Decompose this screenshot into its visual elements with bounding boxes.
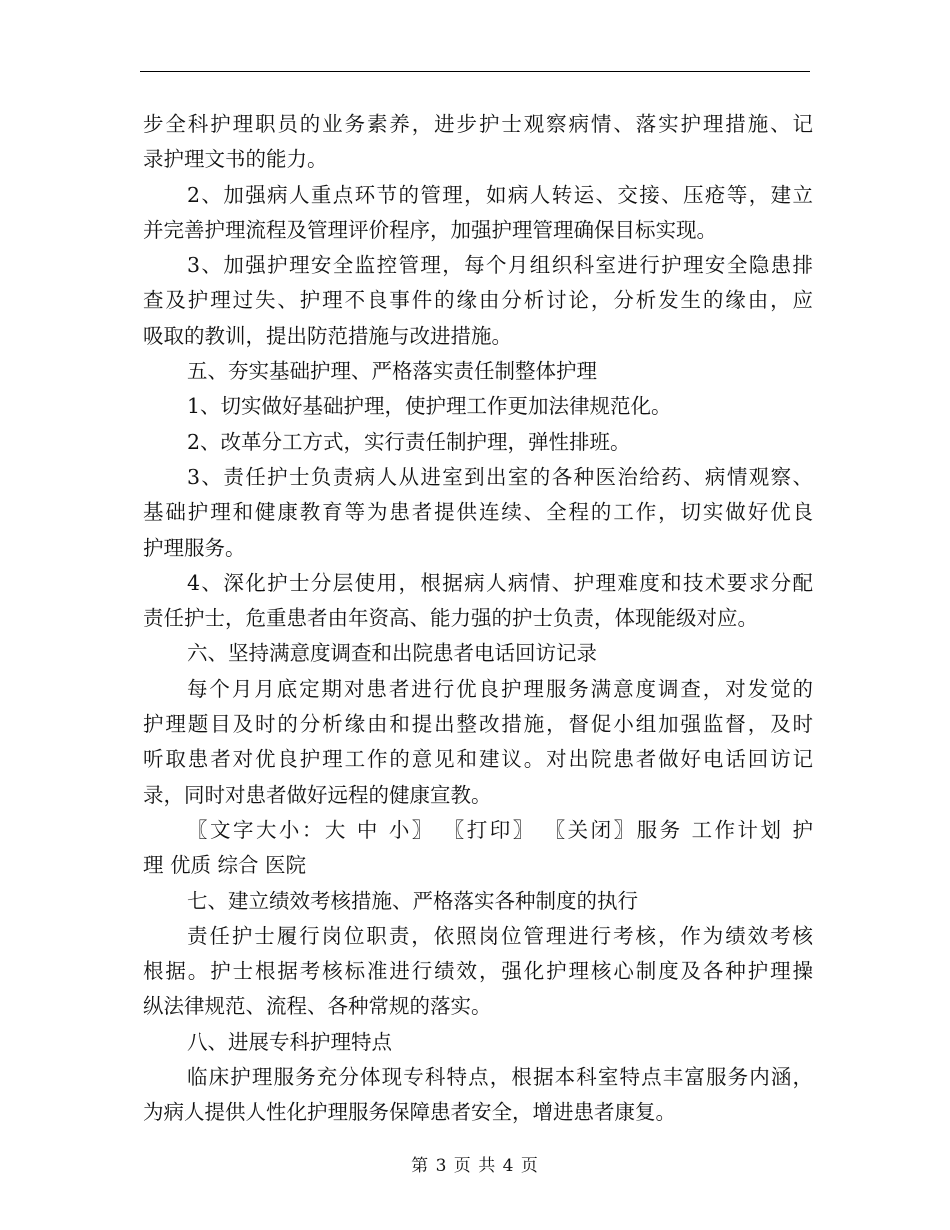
text-line: 并完善护理流程及管理评价程序，加强护理管理确保目标实现。 [143, 217, 717, 242]
text-line: 3、责任护士负责病人从进室到出室的各种医治给药、病情观察、 [187, 464, 813, 489]
text-line: 七、建立绩效考核措施、严格落实各种制度的执行 [187, 888, 638, 913]
text-line: 录护理文书的能力。 [143, 147, 328, 172]
text-line: 查及护理过失、护理不良事件的缘由分析讨论，分析发生的缘由，应 [143, 288, 813, 313]
text-line: 根据。护士根据考核标准进行绩效，强化护理核心制度及各种护理操 [143, 959, 813, 984]
text-line: 纵法律规范、流程、各种常规的落实。 [143, 994, 492, 1019]
text-line: 责任护士履行岗位职责，依照岗位管理进行考核，作为绩效考核 [187, 923, 813, 948]
text-line: 六、坚持满意度调查和出院患者电话回访记录 [187, 641, 597, 666]
text-line: 4、深化护士分层使用，根据病人病情、护理难度和技术要求分配 [187, 570, 813, 595]
text-line: 2、改革分工方式，实行责任制护理，弹性排班。 [187, 429, 631, 454]
text-line: 护理服务。 [143, 535, 246, 560]
document-body [143, 107, 813, 1131]
text-line: 步全科护理职员的业务素养，进步护士观察病情、落实护理措施、记 [143, 112, 813, 136]
page-number-footer: 第 3 页 共 4 页 [411, 1156, 539, 1176]
text-line: 理 优质 综合 医院 [143, 853, 307, 878]
text-line: 责任护士，危重患者由年资高、能力强的护士负责，体现能级对应。 [143, 606, 758, 631]
text-line: 基础护理和健康教育等为患者提供连续、全程的工作，切实做好优良 [143, 500, 813, 525]
text-line: 五、夯实基础护理、严格落实责任制整体护理 [187, 359, 597, 384]
text-line: 每个月月底定期对患者进行优良护理服务满意度调查，对发觉的 [187, 676, 813, 701]
text-line: 吸取的教训，提出防范措施与改进措施。 [143, 323, 512, 348]
text-line: 临床护理服务充分体现专科特点，根据本科室特点丰富服务内涵， [187, 1065, 813, 1090]
text-line: 八、进展专科护理特点 [187, 1029, 392, 1054]
text-line: 1、切实做好基础护理，使护理工作更加法律规范化。 [187, 394, 672, 419]
text-line: 为病人提供人性化护理服务保障患者安全，增进患者康复。 [143, 1100, 676, 1125]
text-line: 听取患者对优良护理工作的意见和建议。对出院患者做好电话回访记 [143, 747, 813, 772]
text-line: 录，同时对患者做好远程的健康宣教。 [143, 782, 492, 807]
text-line: 护理题目及时的分析缘由和提出整改措施，督促小组加强监督，及时 [143, 712, 813, 737]
header-rule [140, 71, 810, 72]
text-line: 2、加强病人重点环节的管理，如病人转运、交接、压疮等，建立 [187, 182, 813, 207]
text-line: 3、加强护理安全监控管理，每个月组织科室进行护理安全隐患排 [187, 253, 813, 278]
text-line: 〖文字大小：大 中 小〗 〖打印〗 〖关闭〗服务 工作计划 护 [187, 817, 813, 842]
